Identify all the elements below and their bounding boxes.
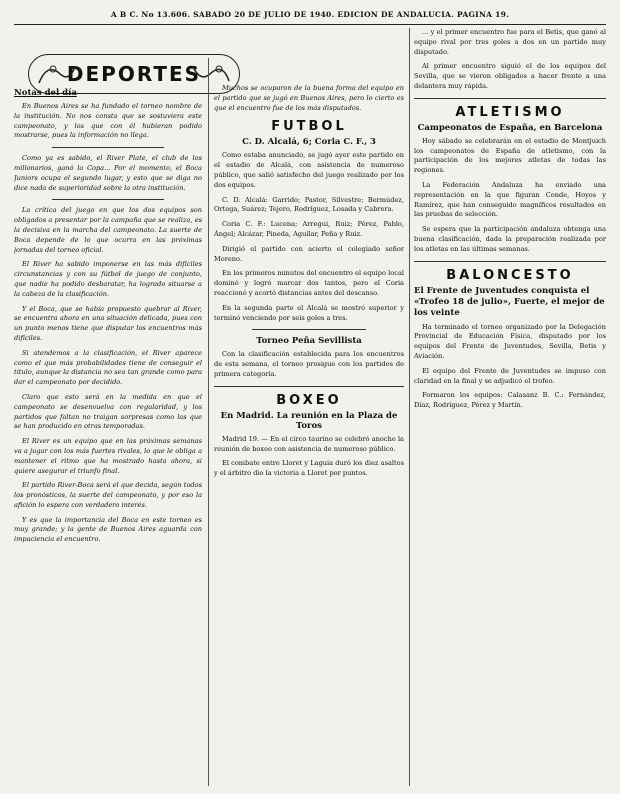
paragraph: C. D. Alcalá: Garrido; Pastor, Silvestre; Bermúdez, Ortega, Suárez; Tejero, Rodríguez, Losada y Cabrera.: [214, 195, 404, 214]
paragraph: Como estaba anunciado, se jugó ayer este partido en el estadio de Alcalá, con asistencia de numeroso público, que salió satisfecho del juego realizado por los dos equipos.: [214, 151, 404, 189]
column-notas: [14, 84, 202, 784]
section-title: Notas del día: [14, 88, 77, 98]
paragraph: Ha terminado el torneo organizado por la Delegación Provincial de Educación Física, disputado por los equipos del Frente de Juventudes, Sevilla, Betis y Aviación.: [414, 322, 606, 360]
paragraph: Dirigió el partido con acierto el colegiado señor Moreno.: [214, 244, 404, 263]
paragraph: El equipo del Frente de Juventudes se impuso con claridad en la final y se adjudicó el trofeo.: [414, 366, 606, 385]
futbol-heading: FUTBOL: [271, 119, 347, 135]
paragraph: Coria C. F.: Lucena; Arregui, Ruiz; Pérez, Pablo, Ángel; Alcázar, Pineda, Aguilar, Peña y Ruiz.: [214, 220, 404, 238]
paragraph: El partido River-Boca será el que decida, según todos los pronósticos, la suerte del campeonato, y por eso la afición lo espera con verdadero interés.: [14, 481, 202, 509]
paragraph: La Federación Andaluza ha enviado una representación en la que figuran Conde, Hoyos y Ramírez, que han conseguido magníficos resultados en las pruebas de selección.: [414, 180, 606, 219]
paragraph: Hoy sábado se celebrarán en el estadio de Montjuich los campeonatos de España de atletismo, con la participación de los mejores atletas de todas las regiones.: [414, 136, 606, 175]
paragraph: Al primer encuentro siguió el de los equipos del Sevilla, que se vieron obligados a hacer frente a una delantera muy rápida.: [414, 62, 606, 90]
banner-title: DEPORTES: [66, 62, 202, 86]
paragraph: Claro que esto será en la medida en que el campeonato se desenvuelva con regularidad, y los partidos que faltan no traigan sorpresas como las que se han producido en otras temporadas.: [14, 392, 202, 431]
atletismo-subheading: Campeonatos de España, en Barcelona: [417, 122, 603, 133]
paragraph: Con la clasificación establecida para los encuentros de esta semana, el torneo prosigue con los partidos de primera categoría.: [214, 350, 404, 378]
column-futbol-boxeo: [214, 84, 404, 784]
boxeo-heading: BOXEO: [276, 392, 342, 408]
paragraph: El combate entre Lloret y Laguia duró los diez asaltos y el árbitro dio la victoria a Lloret por puntos.: [214, 459, 404, 478]
paragraph: Y es que la importancia del Boca en este torneo es muy grande; y la gente de Buenos Aires aguarda con impaciencia el encuentro.: [14, 515, 202, 544]
paragraph: Madrid 19. — En el circo taurino se celebró anoche la reunión de boxeo con asistencia de numeroso público.: [214, 434, 404, 453]
divider: [214, 386, 404, 387]
paragraph: La crítica del juego en que los dos equipos son obligados a presentar por la campaña que se realiza, es la decisiva en la marcha del campeonato. La suerte de Boca depende de lo que ocurra en las próximas jornadas del torneo oficial.: [14, 206, 202, 254]
divider: [414, 98, 606, 99]
paragraph: En Buenos Aires se ha fundado el torneo nombre de la institución. No nos consta que se sostuviera este campeonato, y los que con él hubieran podido mostrarse, pues la información no llega.: [14, 102, 202, 140]
divider: [414, 261, 606, 262]
paragraph: El River es un equipo que en las próximas semanas va a jugar con los más fuertes rivales, lo que le obliga a mantener el ritmo que ha mostrado hasta ahora, si quiere asegurar el triunfo final.: [14, 437, 202, 475]
torneo-heading: Torneo Peña Sevillista: [256, 336, 362, 347]
paragraph: Si atendemos a la clasificación, el River aparece como el que más probabilidades tiene de conseguir el título, aunque la distancia no sea tan grande como para dar el campeonato por decidido.: [14, 348, 202, 387]
column-divider: [208, 58, 209, 786]
futbol-subheading: C. D. Alcalá, 6; Coria C. F., 3: [242, 137, 376, 148]
paragraph: ... y el primer encuentro fue para el Betis, que ganó al equipo rival por tres goles a dos en un partido muy disputado.: [414, 28, 606, 56]
boxeo-subheading: En Madrid. La reunión en la Plaza de Toros: [220, 410, 398, 431]
newspaper-page: [14, 10, 606, 786]
paragraph: En los primeros minutos del encuentro el equipo local dominó y logró marcar dos tantos, pero el Coria reaccionó y acortó distancias antes del descanso.: [214, 269, 404, 297]
divider: [52, 147, 165, 148]
paragraph: Se espera que la participación andaluza obtenga una buena clasificación, dada la preparación realizada por los atletas en las últimas semanas.: [414, 225, 606, 253]
page-header: A B C. No 13.606. SABADO 20 DE JULIO DE 1940. EDICION DE ANDALUCIA. PAGINA 19.: [14, 10, 606, 25]
divider: [52, 199, 165, 200]
divider: [252, 329, 366, 330]
paragraph: El River ha sabido imponerse en las más difíciles circunstancias y con su fútbol de juego de conjunto, que nadie ha podido desbaratar, ha logrado situarse a la cabeza de la clasificación.: [14, 260, 202, 298]
intro-paragraph: Muchos se ocuparon de la buena forma del equipo en el partido que se jugó en Buenos Aires, pero lo cierto es que el encuentro fue de los más disputados.: [214, 84, 404, 112]
paragraph: Y el Boca, que se había propuesto quebrar al River, se encuentra ahora en una situación delicada, pues con un punto menos tiene que disputar los encuentros más difíciles.: [14, 304, 202, 342]
column-atletismo-baloncesto: [414, 28, 606, 784]
paragraph: En la segunda parte el Alcalá se mostró superior y terminó venciendo por seis goles a tres.: [214, 303, 404, 322]
paragraph: Formaron los equipos: Calasanz B. C.: Fernández, Díaz, Rodríguez, Pérez y Martín.: [414, 391, 606, 410]
baloncesto-heading: BALONCESTO: [446, 267, 574, 283]
column-divider: [409, 28, 410, 786]
paragraph: Como ya es sabido, el River Plate, el club de los millonarios, ganó la Copa... Por el momento, el Boca Juniors ocupa el segundo lugar, y esto que se diga no dice nada de superioridad sobre la otra institución.: [14, 154, 202, 192]
atletismo-heading: ATLETISMO: [455, 104, 565, 120]
baloncesto-subheading: El Frente de Juventudes conquista el «Trofeo 18 de julio», Fuerte, el mejor de los veinte: [414, 285, 605, 318]
